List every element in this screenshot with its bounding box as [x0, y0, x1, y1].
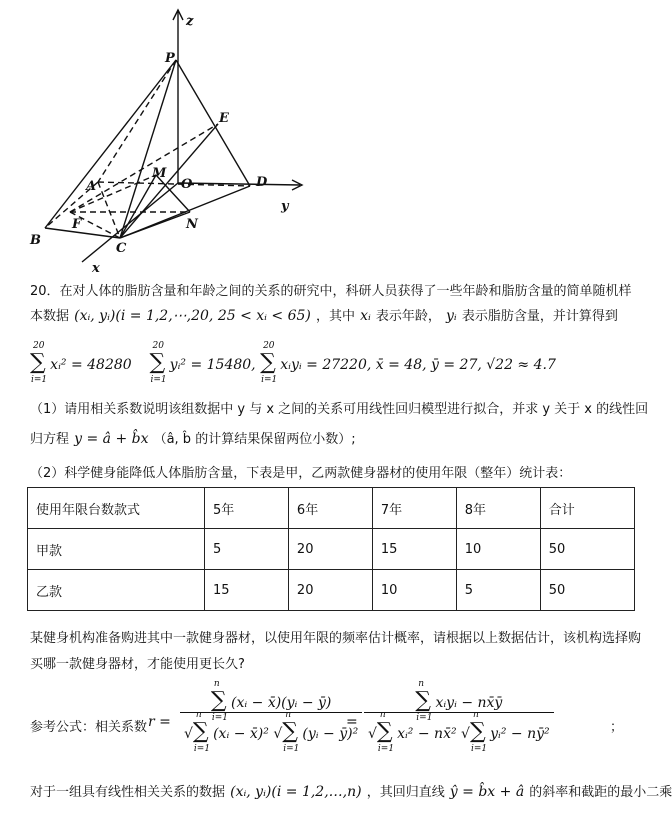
table-header-cell: 7年	[372, 488, 456, 529]
table-cell: 50	[540, 570, 634, 611]
label-z: z	[186, 14, 194, 29]
edge-AC	[98, 182, 120, 238]
label-x: x	[92, 261, 100, 276]
label-O: O	[181, 177, 193, 192]
usage-table	[27, 487, 635, 611]
label-E: E	[219, 111, 229, 126]
table-cell: 20	[288, 529, 372, 570]
table-cell: 5	[205, 529, 289, 570]
stats-line	[30, 341, 556, 385]
ref-den2b: yᵢ² − nȳ²	[490, 726, 550, 742]
table-header-cell: 使用年限台数款式	[28, 488, 205, 529]
label-M: M	[152, 166, 167, 181]
stat-xi2: xᵢ² = 48280	[50, 357, 132, 373]
table-header-cell: 5年	[205, 488, 289, 529]
last-line-a: 对于一组具有线性相关关系的数据	[30, 785, 226, 800]
ref-equals: =	[346, 714, 358, 730]
sum-sign-2: ∑ 20 i=1	[149, 341, 167, 385]
q1-line2-b: （â, b̂ 的计算结果保留两位小数）;	[153, 432, 356, 447]
label-A: A	[86, 179, 97, 194]
ref-r: r =	[148, 714, 171, 730]
ref-label: 参考公式：相关系数	[30, 720, 148, 735]
q1-line1: （1）请用相关系数说明该组数据中 y 与 x 之间的关系可用线性回归模型进行拟合，并求 y 关于 x 的线性回	[30, 402, 649, 417]
label-C: C	[116, 241, 127, 256]
ref-num1: (xᵢ − x̄)(yᵢ − ȳ)	[231, 695, 332, 711]
label-y: y	[281, 199, 289, 214]
ref-fraction-2-num: ∑ n i=1 xᵢyᵢ − nx̄ȳ	[415, 679, 503, 723]
edge-PA	[98, 60, 176, 182]
line2-prefix: 本数据	[30, 309, 70, 324]
table-cell: 10	[456, 529, 540, 570]
table-row	[28, 529, 635, 570]
table-cell: 15	[205, 570, 289, 611]
last-line-c: 的斜率和截距的最小二乘	[529, 785, 672, 800]
reference-formula	[30, 679, 630, 770]
table-cell: 50	[540, 529, 634, 570]
ref-fraction-2	[364, 679, 554, 754]
stat-yi2: yᵢ² = 15480,	[169, 357, 256, 373]
ref-num2: xᵢyᵢ − nx̄ȳ	[435, 695, 503, 711]
table-header-cell: 合计	[540, 488, 634, 529]
line2-xi: xᵢ	[360, 308, 371, 324]
problem-intro: 20．在对人体的脂肪含量和年龄之间的关系的研究中，科研人员获得了一些年龄和脂肪含量的简单随机样	[30, 284, 632, 299]
sum-sign-1: ∑ 20 i=1	[30, 341, 48, 385]
q1-equation: y = â + b̂x	[74, 431, 149, 447]
edge-BC	[45, 228, 120, 238]
line2-data: (xᵢ, yᵢ)(i = 1,2,⋯,20, 25 < xᵢ < 65)	[74, 308, 311, 324]
label-D: D	[256, 175, 268, 190]
table-cell: 乙款	[28, 570, 205, 611]
table-header-row	[28, 488, 635, 529]
last-line-data: (xᵢ, yᵢ)(i = 1,2,…,n)	[230, 784, 362, 800]
q2-line: （2）科学健身能降低人体脂肪含量，下表是甲，乙两款健身器材的使用年限（整年）统计表：	[30, 466, 572, 481]
edge-FM	[70, 175, 156, 212]
edge-PC	[120, 60, 176, 238]
table-cell: 10	[372, 570, 456, 611]
label-B: B	[30, 233, 41, 248]
ref-fraction-1-num: ∑ n i=1 (xᵢ − x̄)(yᵢ − ȳ)	[210, 679, 332, 723]
pyramid-figure	[0, 0, 330, 275]
ref-fraction-2-den: √∑ n i=1 xᵢ² − nx̄² √∑ n i=1 yᵢ² − nȳ²	[364, 712, 554, 743]
q1-line2	[30, 428, 356, 447]
edge-PB	[45, 60, 176, 228]
last-line	[30, 781, 672, 800]
ref-den1a: (xᵢ − x̄)²	[213, 726, 269, 742]
label-F: F	[72, 217, 82, 232]
table-cell: 15	[372, 529, 456, 570]
last-line-b: ，其回归直线	[366, 785, 445, 800]
stat-xiyi: xᵢyᵢ = 27220, x̄ = 48, ȳ = 27, √22 ≈ 4.7	[280, 357, 556, 373]
ref-den2a: xᵢ² − nx̄²	[397, 726, 457, 742]
ref-end: ；	[610, 720, 624, 735]
after-line2: 买哪一款健身器材，才能使用更长久?	[30, 657, 245, 672]
problem-line2	[30, 305, 618, 324]
table-row	[28, 570, 635, 611]
table-header-cell: 6年	[288, 488, 372, 529]
line2-mid3: 表示脂肪含量，并计算得到	[461, 309, 618, 324]
table-cell: 甲款	[28, 529, 205, 570]
table-cell: 5	[456, 570, 540, 611]
edge-CE	[120, 124, 218, 238]
line2-mid1: ，其中	[315, 309, 355, 324]
q1-line2-a: 归方程	[30, 432, 70, 447]
last-line-eq: ŷ = b̂x + â	[449, 784, 525, 800]
table-header-cell: 8年	[456, 488, 540, 529]
line2-mid2: 表示年龄，	[375, 309, 441, 324]
sum-sign-3: ∑ 20 i=1	[260, 341, 278, 385]
ref-den1b: (yᵢ − ȳ)²	[302, 726, 359, 742]
ref-fraction-1	[180, 679, 362, 754]
line2-yi: yᵢ	[446, 308, 457, 324]
ref-fraction-1-den: √∑ n i=1 (xᵢ − x̄)² √∑ n i=1 (yᵢ − ȳ)²	[180, 712, 362, 743]
label-P: P	[165, 51, 175, 66]
label-N: N	[186, 217, 198, 232]
edge-PD	[176, 60, 250, 186]
edge-CM	[120, 175, 156, 238]
table-cell: 20	[288, 570, 372, 611]
y-axis	[178, 183, 300, 185]
after-line1: 某健身机构准备购进其中一款健身器材，以使用年限的频率估计概率，请根据以上数据估计，该机构选择购	[30, 631, 642, 646]
